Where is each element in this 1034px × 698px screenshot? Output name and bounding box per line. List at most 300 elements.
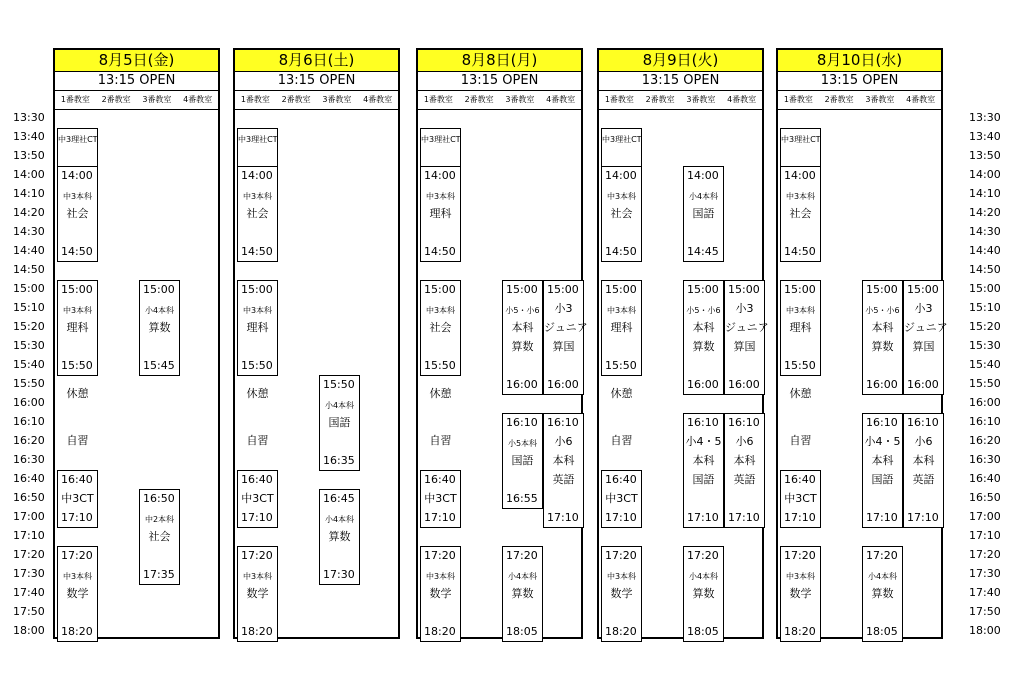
- block-text: 休憩: [66, 386, 89, 400]
- day-date-header: 8月10日(水): [778, 50, 941, 72]
- time-label: 16:00: [969, 396, 1001, 409]
- block-text: 中3CT: [784, 492, 817, 505]
- break-block: [420, 375, 461, 471]
- class-block[interactable]: [683, 546, 724, 642]
- block-text: 中3本科: [606, 572, 637, 581]
- room-header-row: [418, 91, 581, 110]
- block-text: 中3本科: [785, 572, 816, 581]
- block-text: 18:20: [605, 625, 637, 638]
- block-text: 17:30: [323, 568, 355, 581]
- time-label: 15:10: [969, 301, 1001, 314]
- class-block[interactable]: [683, 166, 724, 262]
- block-text: 15:00: [605, 283, 637, 296]
- class-block[interactable]: [420, 470, 461, 528]
- block-text: 15:00: [687, 283, 719, 296]
- block-text: 中3本科: [425, 572, 456, 581]
- block-text: 中3CT: [241, 492, 274, 505]
- block-text: 16:00: [506, 378, 538, 391]
- block-text: 17:20: [866, 549, 898, 562]
- time-label: 17:20: [969, 548, 1001, 561]
- block-text: 17:20: [424, 549, 456, 562]
- block-text: 本科: [733, 454, 756, 467]
- class-block[interactable]: [780, 166, 821, 262]
- class-block[interactable]: [139, 280, 180, 376]
- time-label: 15:40: [13, 358, 45, 371]
- room-label: 1番教室: [604, 95, 634, 104]
- block-text: 数学: [66, 587, 89, 600]
- time-label: 14:20: [969, 206, 1001, 219]
- block-text: 16:00: [547, 378, 579, 391]
- block-text: 中3本科: [425, 192, 456, 201]
- time-label: 17:50: [969, 605, 1001, 618]
- class-block[interactable]: [237, 280, 278, 376]
- room-label: 3番教室: [322, 95, 352, 104]
- class-block[interactable]: [319, 375, 360, 471]
- block-text: 小4・5: [864, 435, 901, 448]
- block-text: 15:00: [241, 283, 273, 296]
- day-column: [776, 48, 948, 639]
- class-block[interactable]: [601, 470, 642, 528]
- room-label: 1番教室: [60, 95, 90, 104]
- day-date-header: 8月9日(火): [599, 50, 762, 72]
- day-column: [233, 48, 400, 639]
- block-text: 15:50: [61, 359, 93, 372]
- day-column: [416, 48, 588, 639]
- block-text: 社会: [148, 530, 171, 543]
- block-text: 15:50: [241, 359, 273, 372]
- time-label: 15:10: [13, 301, 45, 314]
- day-column: [53, 48, 220, 639]
- time-label: 14:50: [969, 263, 1001, 276]
- block-text: 算数: [692, 340, 715, 353]
- room-header-row: [235, 91, 398, 110]
- time-label: 13:40: [13, 130, 45, 143]
- class-block[interactable]: [57, 166, 98, 262]
- time-label: 15:20: [13, 320, 45, 333]
- block-text: 17:10: [424, 511, 456, 524]
- block-text: 自習: [789, 434, 812, 447]
- block-text: 14:00: [61, 169, 93, 182]
- day-date-header: 8月8日(月): [418, 50, 581, 72]
- room-label: 4番教室: [906, 95, 936, 104]
- block-text: 16:10: [728, 416, 760, 429]
- block-text: 14:00: [687, 169, 719, 182]
- block-text: 15:50: [605, 359, 637, 372]
- time-label: 17:30: [13, 567, 45, 580]
- block-text: 国語: [511, 454, 534, 467]
- block-text: 休憩: [246, 386, 269, 400]
- time-label: 16:00: [13, 396, 45, 409]
- block-text: 社会: [610, 207, 633, 220]
- time-label: 15:20: [969, 320, 1001, 333]
- class-block[interactable]: [420, 166, 461, 262]
- time-label: 13:50: [969, 149, 1001, 162]
- block-text: 中3CT: [61, 492, 94, 505]
- time-label: 17:50: [13, 605, 45, 618]
- day-date-header: 8月6日(土): [235, 50, 398, 72]
- break-block: [601, 375, 642, 471]
- block-text: 14:00: [424, 169, 456, 182]
- block-text: 国語: [871, 473, 894, 486]
- room-label: 3番教室: [865, 95, 895, 104]
- time-label: 16:40: [969, 472, 1001, 485]
- class-block[interactable]: [780, 280, 821, 376]
- block-text: 14:50: [241, 245, 273, 258]
- block-text: 中3本科: [62, 192, 93, 201]
- block-text: 17:10: [866, 511, 898, 524]
- block-text: 16:40: [61, 473, 93, 486]
- class-block[interactable]: [57, 128, 98, 167]
- block-text: 16:10: [687, 416, 719, 429]
- block-text: 社会: [246, 207, 269, 220]
- time-label: 18:00: [969, 624, 1001, 637]
- room-label: 4番教室: [727, 95, 757, 104]
- block-text: ジュニア: [544, 321, 588, 334]
- block-text: 本科: [871, 454, 894, 467]
- block-text: 14:00: [605, 169, 637, 182]
- block-text: 中3本科: [606, 306, 637, 315]
- block-text: 15:50: [424, 359, 456, 372]
- block-text: 17:10: [61, 511, 93, 524]
- block-text: 国語: [692, 473, 715, 486]
- time-label: 15:50: [969, 377, 1001, 390]
- class-block[interactable]: [502, 280, 543, 395]
- block-text: 17:20: [61, 549, 93, 562]
- block-text: 16:10: [866, 416, 898, 429]
- block-text: 16:10: [506, 416, 538, 429]
- class-block[interactable]: [237, 166, 278, 262]
- class-block[interactable]: [862, 413, 903, 528]
- block-text: 15:00: [784, 283, 816, 296]
- block-text: 算国: [733, 340, 756, 353]
- block-text: 中3本科: [62, 306, 93, 315]
- day-column: [597, 48, 769, 639]
- block-text: 16:10: [547, 416, 579, 429]
- class-block[interactable]: [724, 413, 765, 528]
- block-text: 国語: [328, 416, 351, 429]
- block-text: 英語: [552, 473, 575, 486]
- block-text: 本科: [871, 321, 894, 334]
- block-text: 18:05: [506, 625, 538, 638]
- block-text: 社会: [429, 321, 452, 334]
- time-label: 17:10: [13, 529, 45, 542]
- time-label: 16:30: [969, 453, 1001, 466]
- time-label: 14:40: [969, 244, 1001, 257]
- block-text: 15:00: [424, 283, 456, 296]
- block-text: 英語: [912, 473, 935, 486]
- class-block[interactable]: [903, 413, 944, 528]
- class-block[interactable]: [57, 470, 98, 528]
- class-block[interactable]: [139, 489, 180, 585]
- room-label: 4番教室: [546, 95, 576, 104]
- block-text: 自習: [610, 434, 633, 447]
- block-text: 小5・小6: [505, 306, 540, 315]
- block-text: 中3理社CT: [58, 135, 98, 144]
- block-text: 理科: [66, 321, 89, 334]
- block-text: 17:10: [687, 511, 719, 524]
- class-block[interactable]: [903, 280, 948, 395]
- block-text: 本科: [692, 321, 715, 334]
- block-text: 中3理社CT: [238, 135, 278, 144]
- block-text: 18:20: [241, 625, 273, 638]
- class-block[interactable]: [601, 280, 642, 376]
- block-text: 小4・5: [685, 435, 722, 448]
- block-text: 小5・小6: [865, 306, 900, 315]
- block-text: 小4本科: [688, 192, 719, 201]
- room-label: 2番教室: [464, 95, 494, 104]
- time-label: 17:00: [13, 510, 45, 523]
- time-label: 16:20: [969, 434, 1001, 447]
- block-text: ジュニア: [904, 321, 948, 334]
- block-text: 14:00: [241, 169, 273, 182]
- room-header-row: [778, 91, 941, 110]
- time-label: 13:50: [13, 149, 45, 162]
- block-text: 算数: [511, 340, 534, 353]
- block-text: 休憩: [610, 386, 633, 400]
- class-block[interactable]: [862, 546, 903, 642]
- block-text: 17:10: [784, 511, 816, 524]
- time-label: 14:30: [969, 225, 1001, 238]
- block-text: 14:50: [784, 245, 816, 258]
- block-text: 小5・小6: [686, 306, 721, 315]
- room-header-row: [599, 91, 762, 110]
- time-label: 15:40: [969, 358, 1001, 371]
- block-text: 14:50: [424, 245, 456, 258]
- block-text: 数学: [246, 587, 269, 600]
- block-text: 16:40: [605, 473, 637, 486]
- time-label: 15:30: [969, 339, 1001, 352]
- room-label: 2番教室: [645, 95, 675, 104]
- block-text: 17:20: [506, 549, 538, 562]
- break-block: [237, 375, 278, 471]
- block-text: 17:10: [547, 511, 579, 524]
- room-label: 4番教室: [183, 95, 213, 104]
- block-text: 16:40: [784, 473, 816, 486]
- block-text: 小4本科: [144, 306, 175, 315]
- class-block[interactable]: [862, 280, 903, 395]
- class-block[interactable]: [420, 280, 461, 376]
- time-label: 15:50: [13, 377, 45, 390]
- time-label: 15:00: [13, 282, 45, 295]
- time-label: 14:30: [13, 225, 45, 238]
- block-text: 中3本科: [62, 572, 93, 581]
- block-text: 本科: [552, 454, 575, 467]
- class-block[interactable]: [601, 128, 642, 167]
- room-label: 2番教室: [281, 95, 311, 104]
- class-block[interactable]: [502, 546, 543, 642]
- block-text: 社会: [789, 207, 812, 220]
- block-text: 17:10: [241, 511, 273, 524]
- block-text: 中2本科: [144, 515, 175, 524]
- class-block[interactable]: [601, 546, 642, 642]
- time-label: 17:10: [969, 529, 1001, 542]
- room-label: 2番教室: [824, 95, 854, 104]
- class-block[interactable]: [683, 413, 724, 528]
- time-label: 13:30: [13, 111, 45, 124]
- block-text: 算数: [871, 587, 894, 600]
- block-text: 算数: [328, 530, 351, 543]
- class-block[interactable]: [319, 489, 360, 585]
- block-text: 理科: [246, 321, 269, 334]
- time-label: 13:30: [969, 111, 1001, 124]
- block-text: 自習: [246, 434, 269, 447]
- break-block: [57, 375, 98, 471]
- block-text: 15:00: [547, 283, 579, 296]
- class-block[interactable]: [237, 470, 278, 528]
- time-label: 16:50: [13, 491, 45, 504]
- block-text: 算数: [148, 321, 171, 334]
- block-text: 小4本科: [867, 572, 898, 581]
- block-text: 数学: [789, 587, 812, 600]
- block-text: 17:20: [605, 549, 637, 562]
- block-text: 中3理社CT: [781, 135, 821, 144]
- block-text: 16:00: [687, 378, 719, 391]
- time-label: 14:40: [13, 244, 45, 257]
- class-block[interactable]: [543, 280, 588, 395]
- room-label: 2番教室: [101, 95, 131, 104]
- class-block[interactable]: [237, 546, 278, 642]
- block-text: 中3本科: [242, 192, 273, 201]
- block-text: 17:20: [241, 549, 273, 562]
- time-label: 14:10: [969, 187, 1001, 200]
- open-time: 13:15 OPEN: [235, 72, 398, 91]
- class-block[interactable]: [724, 280, 769, 395]
- block-text: 17:35: [143, 568, 175, 581]
- class-block[interactable]: [237, 128, 278, 167]
- block-text: 16:00: [728, 378, 760, 391]
- time-label: 16:30: [13, 453, 45, 466]
- block-text: 理科: [789, 321, 812, 334]
- block-text: 国語: [692, 207, 715, 220]
- room-label: 3番教室: [505, 95, 535, 104]
- class-block[interactable]: [420, 128, 461, 167]
- block-text: 算数: [511, 587, 534, 600]
- room-label: 3番教室: [686, 95, 716, 104]
- block-text: 16:55: [506, 492, 538, 505]
- class-block[interactable]: [780, 470, 821, 528]
- block-text: 小4本科: [688, 572, 719, 581]
- block-text: 中3本科: [425, 306, 456, 315]
- block-text: 自習: [66, 434, 89, 447]
- block-text: 小6: [735, 435, 754, 448]
- open-time: 13:15 OPEN: [418, 72, 581, 91]
- block-text: 18:05: [866, 625, 898, 638]
- room-label: 3番教室: [142, 95, 172, 104]
- time-label: 15:00: [969, 282, 1001, 295]
- block-text: 数学: [610, 587, 633, 600]
- class-block[interactable]: [420, 546, 461, 642]
- block-text: 休憩: [789, 386, 812, 400]
- block-text: 16:40: [241, 473, 273, 486]
- room-label: 1番教室: [783, 95, 813, 104]
- time-label: 16:40: [13, 472, 45, 485]
- time-label: 14:00: [969, 168, 1001, 181]
- block-text: 中3本科: [242, 572, 273, 581]
- block-text: 17:20: [784, 549, 816, 562]
- open-time: 13:15 OPEN: [55, 72, 218, 91]
- block-text: 小6: [914, 435, 933, 448]
- class-block[interactable]: [543, 413, 584, 528]
- block-text: 18:05: [687, 625, 719, 638]
- time-label: 15:30: [13, 339, 45, 352]
- room-header-row: [55, 91, 218, 110]
- block-text: 中3本科: [242, 306, 273, 315]
- block-text: 15:00: [728, 283, 760, 296]
- block-text: 15:50: [784, 359, 816, 372]
- time-label: 17:40: [13, 586, 45, 599]
- class-block[interactable]: [780, 128, 821, 167]
- block-text: 15:00: [61, 283, 93, 296]
- block-text: 15:00: [866, 283, 898, 296]
- block-text: 小6: [554, 435, 573, 448]
- block-text: 小3: [735, 302, 754, 315]
- time-label: 14:50: [13, 263, 45, 276]
- block-text: 15:45: [143, 359, 175, 372]
- block-text: 17:10: [728, 511, 760, 524]
- block-text: 本科: [511, 321, 534, 334]
- block-text: 14:50: [605, 245, 637, 258]
- block-text: 中3CT: [605, 492, 638, 505]
- time-label: 17:30: [969, 567, 1001, 580]
- block-text: 16:10: [907, 416, 939, 429]
- class-block[interactable]: [683, 280, 724, 395]
- block-text: 中3理社CT: [602, 135, 642, 144]
- block-text: 16:50: [143, 492, 175, 505]
- class-block[interactable]: [57, 280, 98, 376]
- block-text: 18:20: [784, 625, 816, 638]
- time-label: 13:40: [969, 130, 1001, 143]
- block-text: 本科: [912, 454, 935, 467]
- block-text: 算国: [912, 340, 935, 353]
- block-text: 小3: [914, 302, 933, 315]
- block-text: 中3本科: [785, 192, 816, 201]
- block-text: 小5本科: [507, 439, 538, 448]
- block-text: 算数: [692, 587, 715, 600]
- room-label: 1番教室: [423, 95, 453, 104]
- open-time: 13:15 OPEN: [599, 72, 762, 91]
- block-text: 数学: [429, 587, 452, 600]
- block-text: 中3本科: [785, 306, 816, 315]
- break-block: [780, 375, 821, 471]
- block-text: 15:00: [143, 283, 175, 296]
- block-text: 14:45: [687, 245, 719, 258]
- block-text: 16:45: [323, 492, 355, 505]
- block-text: ジュニア: [725, 321, 769, 334]
- block-text: 算国: [552, 340, 575, 353]
- block-text: 15:00: [907, 283, 939, 296]
- class-block[interactable]: [780, 546, 821, 642]
- time-label: 16:20: [13, 434, 45, 447]
- block-text: 英語: [733, 473, 756, 486]
- time-label: 16:10: [969, 415, 1001, 428]
- class-block[interactable]: [601, 166, 642, 262]
- class-block[interactable]: [57, 546, 98, 642]
- block-text: 16:00: [866, 378, 898, 391]
- time-label: 14:20: [13, 206, 45, 219]
- block-text: 17:20: [687, 549, 719, 562]
- block-text: 14:00: [784, 169, 816, 182]
- time-label: 14:00: [13, 168, 45, 181]
- block-text: 15:00: [506, 283, 538, 296]
- block-text: 小4本科: [324, 401, 355, 410]
- class-block[interactable]: [502, 413, 543, 509]
- open-time: 13:15 OPEN: [778, 72, 941, 91]
- block-text: 18:20: [424, 625, 456, 638]
- block-text: 17:10: [605, 511, 637, 524]
- block-text: 15:50: [323, 378, 355, 391]
- time-label: 16:50: [969, 491, 1001, 504]
- time-label: 17:20: [13, 548, 45, 561]
